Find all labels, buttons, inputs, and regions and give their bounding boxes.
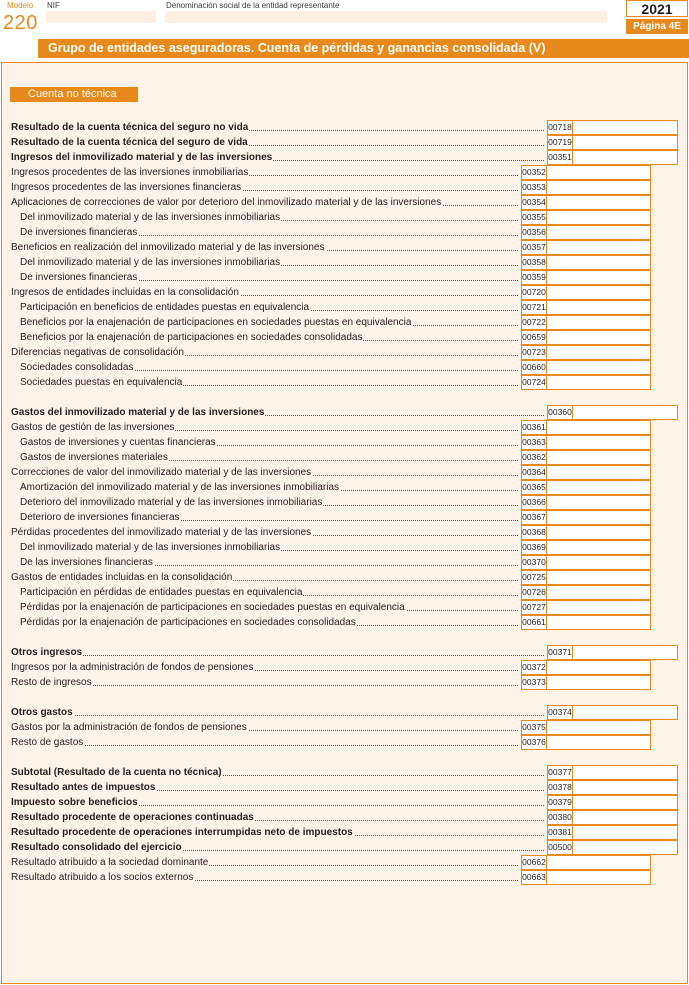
amount-input[interactable] — [547, 720, 651, 735]
row-code: 00358 — [521, 255, 547, 270]
amount-input[interactable] — [547, 375, 651, 390]
form-row — [0, 375, 689, 390]
row-code: 00356 — [521, 225, 547, 240]
form-row — [0, 570, 689, 585]
form-row — [0, 225, 689, 240]
amount-input[interactable] — [573, 810, 678, 825]
row-label: De inversiones financieras — [20, 227, 138, 238]
row-code: 00369 — [521, 540, 547, 555]
amount-input[interactable] — [573, 765, 678, 780]
form-row — [0, 465, 689, 480]
form-row — [0, 180, 689, 195]
row-label: Subtotal (Resultado de la cuenta no técnica) — [11, 767, 222, 778]
form-row — [0, 435, 689, 450]
amount-input[interactable] — [573, 840, 678, 855]
amount-input[interactable] — [547, 735, 651, 750]
row-code: 00718 — [547, 120, 573, 135]
form-row — [0, 360, 689, 375]
form-row — [0, 270, 689, 285]
row-label: Amortización del inmovilizado material y de las inversiones inmobiliarias — [20, 482, 340, 493]
row-code: 00367 — [521, 510, 547, 525]
form-row — [0, 480, 689, 495]
row-label: Resultado atribuido a la sociedad dominante — [11, 857, 209, 868]
row-code: 00357 — [521, 240, 547, 255]
row-code: 00726 — [521, 585, 547, 600]
modelo-label: Modelo — [7, 1, 34, 10]
row-label: Beneficios por la enajenación de participaciones en sociedades puestas en equivalencia — [20, 317, 412, 328]
form-row — [0, 870, 689, 885]
row-code: 00381 — [547, 825, 573, 840]
amount-input[interactable] — [547, 570, 651, 585]
row-label: Resultado consolidado del ejercicio — [11, 842, 182, 853]
row-label: Gastos por la administración de fondos de pensiones — [11, 722, 247, 733]
nif-label: NIF — [47, 1, 60, 10]
form-row — [0, 420, 689, 435]
form-row — [0, 405, 689, 420]
amount-input[interactable] — [547, 450, 651, 465]
row-code: 00377 — [547, 765, 573, 780]
amount-input[interactable] — [547, 870, 651, 885]
form-row — [0, 675, 689, 690]
row-code: 00373 — [521, 675, 547, 690]
row-label: Participación en beneficios de entidades puestas en equivalencia — [20, 302, 310, 313]
amount-input[interactable] — [547, 195, 651, 210]
row-label: Resultado procedente de operaciones continuadas — [11, 812, 254, 823]
row-code: 00372 — [521, 660, 547, 675]
denominacion-label: Denominación social de la entidad representante — [166, 1, 340, 10]
modelo-number: 220 — [3, 12, 38, 34]
amount-input[interactable] — [547, 210, 651, 225]
amount-input[interactable] — [547, 285, 651, 300]
amount-input[interactable] — [547, 465, 651, 480]
row-code: 00723 — [521, 345, 547, 360]
form-row — [0, 840, 689, 855]
row-label: Diferencias negativas de consolidación — [11, 347, 184, 358]
amount-input[interactable] — [547, 225, 651, 240]
row-code: 00375 — [521, 720, 547, 735]
row-label: Deterioro de inversiones financieras — [20, 512, 180, 523]
row-label: Ingresos del inmovilizado material y de las inversiones — [11, 152, 273, 163]
amount-input[interactable] — [547, 165, 651, 180]
row-label: Resto de gastos — [11, 737, 84, 748]
form-row — [0, 120, 689, 135]
form-row — [0, 645, 689, 660]
form-row — [0, 150, 689, 165]
form-row — [0, 825, 689, 840]
form-row — [0, 810, 689, 825]
row-label: Resto de ingresos — [11, 677, 92, 688]
denominacion-input[interactable] — [165, 11, 607, 23]
row-label: De las inversiones financieras — [20, 557, 153, 568]
row-code: 00376 — [521, 735, 547, 750]
row-code: 00725 — [521, 570, 547, 585]
row-code: 00661 — [521, 615, 547, 630]
row-code: 00724 — [521, 375, 547, 390]
row-code: 00380 — [547, 810, 573, 825]
amount-input[interactable] — [547, 855, 651, 870]
section-tab-cuenta-no-tecnica: Cuenta no técnica — [10, 87, 138, 102]
row-code: 00366 — [521, 495, 547, 510]
row-label: Resultado atribuido a los socios externos — [11, 872, 194, 883]
row-code: 00659 — [521, 330, 547, 345]
row-code: 00354 — [521, 195, 547, 210]
form-row — [0, 135, 689, 150]
form-row — [0, 450, 689, 465]
year-badge: 2021 — [626, 0, 688, 17]
form-row — [0, 510, 689, 525]
form-row — [0, 285, 689, 300]
row-label: Beneficios por la enajenación de participaciones en sociedades consolidadas — [20, 332, 363, 343]
amount-input[interactable] — [547, 555, 651, 570]
amount-input[interactable] — [547, 240, 651, 255]
amount-input[interactable] — [573, 645, 678, 660]
row-label: Resultado antes de impuestos — [11, 782, 156, 793]
row-code: 00500 — [547, 840, 573, 855]
amount-input[interactable] — [547, 360, 651, 375]
amount-input[interactable] — [547, 255, 651, 270]
row-code: 00719 — [547, 135, 573, 150]
form-row — [0, 315, 689, 330]
row-label: Beneficios en realización del inmovilizado material y de las inversiones — [11, 242, 325, 253]
form-row — [0, 495, 689, 510]
amount-input[interactable] — [547, 330, 651, 345]
row-code: 00364 — [521, 465, 547, 480]
row-label: Del inmovilizado material y de las inversiones inmobiliarias — [20, 257, 281, 268]
row-label: Aplicaciones de correcciones de valor por deterioro del inmovilizado material y de las inversiones — [11, 197, 442, 208]
amount-input[interactable] — [547, 615, 651, 630]
form-row — [0, 195, 689, 210]
row-code: 00359 — [521, 270, 547, 285]
page-badge: Página 4E — [626, 19, 688, 34]
amount-input[interactable] — [547, 510, 651, 525]
form-row — [0, 345, 689, 360]
row-label: Ingresos de entidades incluidas en la consolidación — [11, 287, 239, 298]
row-code: 00374 — [547, 705, 573, 720]
row-label: Pérdidas por la enajenación de participaciones en sociedades consolidadas — [20, 617, 356, 628]
row-code: 00360 — [547, 405, 573, 420]
form-row — [0, 600, 689, 615]
row-code: 00370 — [521, 555, 547, 570]
amount-input[interactable] — [573, 150, 678, 165]
row-code: 00351 — [547, 150, 573, 165]
row-label: Impuesto sobre beneficios — [11, 797, 138, 808]
row-label: De inversiones financieras — [20, 272, 138, 283]
amount-input[interactable] — [573, 825, 678, 840]
amount-input[interactable] — [573, 705, 678, 720]
amount-input[interactable] — [547, 420, 651, 435]
form-row — [0, 615, 689, 630]
row-label: Resultado procedente de operaciones interrumpidas neto de impuestos — [11, 827, 353, 838]
amount-input[interactable] — [573, 795, 678, 810]
amount-input[interactable] — [573, 780, 678, 795]
row-code: 00660 — [521, 360, 547, 375]
row-label: Otros ingresos — [11, 647, 83, 658]
amount-input[interactable] — [547, 270, 651, 285]
row-label: Resultado de la cuenta técnica del seguro de vida — [11, 137, 248, 148]
amount-input[interactable] — [547, 345, 651, 360]
amount-input[interactable] — [547, 600, 651, 615]
row-code: 00663 — [521, 870, 547, 885]
row-label: Pérdidas por la enajenación de participaciones en sociedades puestas en equivalencia — [20, 602, 405, 613]
form-row — [0, 165, 689, 180]
form-row — [0, 210, 689, 225]
row-label: Participación en pérdidas de entidades puestas en equivalencia — [20, 587, 303, 598]
row-code: 00378 — [547, 780, 573, 795]
row-label: Ingresos por la administración de fondos de pensiones — [11, 662, 254, 673]
row-code: 00363 — [521, 435, 547, 450]
row-label: Resultado de la cuenta técnica del seguro no vida — [11, 122, 249, 133]
row-code: 00368 — [521, 525, 547, 540]
form-row — [0, 300, 689, 315]
form-row — [0, 795, 689, 810]
row-label: Otros gastos — [11, 707, 73, 718]
row-code: 00720 — [521, 285, 547, 300]
row-code: 00365 — [521, 480, 547, 495]
amount-input[interactable] — [547, 300, 651, 315]
row-code: 00361 — [521, 420, 547, 435]
row-label: Sociedades puestas en equivalencia — [20, 377, 183, 388]
form-row — [0, 240, 689, 255]
row-label: Gastos de entidades incluidas en la consolidación — [11, 572, 233, 583]
row-label: Gastos de inversiones materiales — [20, 452, 168, 463]
form-row — [0, 720, 689, 735]
amount-input[interactable] — [573, 135, 678, 150]
row-label: Pérdidas procedentes del inmovilizado material y de las inversiones — [11, 527, 312, 538]
row-label: Gastos del inmovilizado material y de las inversiones — [11, 407, 265, 418]
row-label: Correcciones de valor del inmovilizado material y de las inversiones — [11, 467, 312, 478]
row-code: 00721 — [521, 300, 547, 315]
amount-input[interactable] — [547, 585, 651, 600]
row-code: 00355 — [521, 210, 547, 225]
amount-input[interactable] — [547, 435, 651, 450]
form-row — [0, 255, 689, 270]
row-code: 00727 — [521, 600, 547, 615]
form-row — [0, 705, 689, 720]
form-row — [0, 765, 689, 780]
page-title: Grupo de entidades aseguradoras. Cuenta de pérdidas y ganancias consolidada (V) — [38, 39, 689, 58]
nif-input[interactable] — [46, 11, 156, 23]
amount-input[interactable] — [547, 495, 651, 510]
row-code: 00722 — [521, 315, 547, 330]
row-code: 00371 — [547, 645, 573, 660]
form-row — [0, 585, 689, 600]
form-row — [0, 780, 689, 795]
row-code: 00379 — [547, 795, 573, 810]
amount-input[interactable] — [547, 480, 651, 495]
form-row — [0, 855, 689, 870]
amount-input[interactable] — [547, 540, 651, 555]
row-code: 00362 — [521, 450, 547, 465]
row-label: Ingresos procedentes de las inversiones financieras — [11, 182, 242, 193]
form-row — [0, 525, 689, 540]
row-code: 00662 — [521, 855, 547, 870]
form-row — [0, 330, 689, 345]
amount-input[interactable] — [573, 405, 678, 420]
row-label: Ingresos procedentes de las inversiones inmobiliarias — [11, 167, 249, 178]
row-label: Gastos de gestión de las inversiones — [11, 422, 175, 433]
form-row — [0, 555, 689, 570]
row-code: 00352 — [521, 165, 547, 180]
form-row — [0, 660, 689, 675]
amount-input[interactable] — [547, 660, 651, 675]
row-label: Gastos de inversiones y cuentas financieras — [20, 437, 216, 448]
amount-input[interactable] — [547, 180, 651, 195]
row-label: Del inmovilizado material y de las inversiones inmobiliarias — [20, 542, 281, 553]
row-label: Sociedades consolidadas — [20, 362, 134, 373]
amount-input[interactable] — [573, 120, 678, 135]
amount-input[interactable] — [547, 315, 651, 330]
amount-input[interactable] — [547, 525, 651, 540]
amount-input[interactable] — [547, 675, 651, 690]
row-label: Del inmovilizado material y de las inversiones inmobiliarias — [20, 212, 281, 223]
row-code: 00353 — [521, 180, 547, 195]
form-row — [0, 540, 689, 555]
form-row — [0, 735, 689, 750]
row-label: Deterioro del inmovilizado material y de las inversiones inmobiliarias — [20, 497, 323, 508]
